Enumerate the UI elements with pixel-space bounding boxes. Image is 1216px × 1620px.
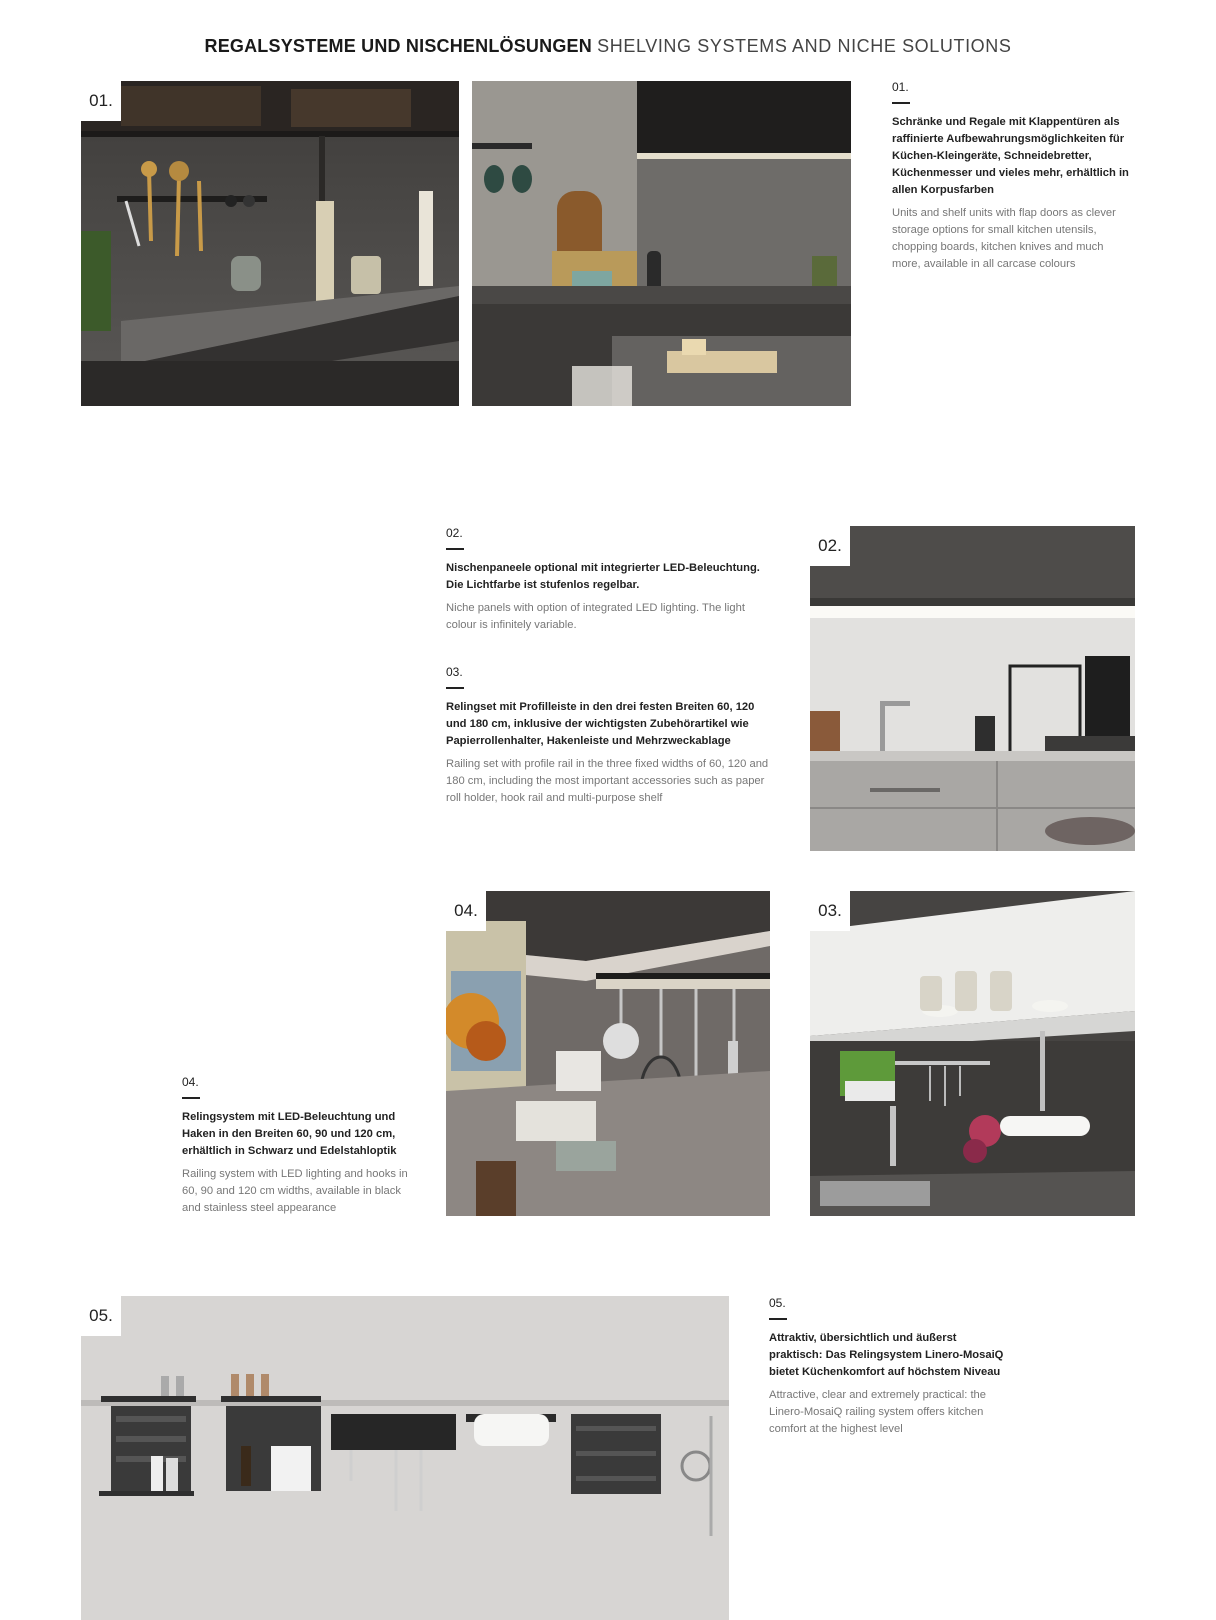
number-underline <box>182 1097 200 1099</box>
description-english-03: Railing set with profile rail in the three fixed widths of 60, 120 and 180 cm, including the most important accessories such as paper roll holder, hook rail and multi-purpose shelf <box>446 758 769 804</box>
title-english: SHELVING SYSTEMS AND NICHE SOLUTIONS <box>597 36 1012 56</box>
badge-02: 02. <box>810 526 850 566</box>
description-german-05: Attraktiv, übersichtlich und äußerst praktisch: Das Relingsystem Linero-MosaiQ bietet Küchenkomfort auf höchstem Niveau <box>769 1332 1004 1378</box>
section-number-03: 03. <box>446 665 463 679</box>
description-english-05: Attractive, clear and extremely practical: the Linero-MosaiQ railing system offers kitchen comfort at the highest level <box>769 1389 987 1435</box>
number-underline <box>892 102 910 104</box>
photo-05-linero-mosaiq <box>81 1296 729 1620</box>
description-english-01: Units and shelf units with flap doors as clever storage options for small kitchen utensils, chopping boards, kitchen knives and much more, available in all carcase colours <box>892 207 1116 270</box>
text-block-02 <box>446 526 776 634</box>
photo-05-linero-mosaiq-art <box>81 1296 729 1620</box>
section-number-04: 04. <box>182 1075 199 1089</box>
number-underline <box>769 1318 787 1320</box>
photo-01-shelf-unit-art <box>472 81 851 406</box>
badge-05: 05. <box>81 1296 121 1336</box>
text-block-01 <box>892 80 1132 273</box>
section-number-05: 05. <box>769 1296 786 1310</box>
section-number-01: 01. <box>892 80 909 94</box>
description-english-04: Railing system with LED lighting and hooks in 60, 90 and 120 cm widths, available in black and stainless steel appearance <box>182 1168 408 1214</box>
text-block-05 <box>769 1296 1009 1438</box>
number-underline <box>446 687 464 689</box>
description-german-03: Relingset mit Profilleiste in den drei festen Breiten 60, 120 und 180 cm, inklusive der wichtigsten Zubehörartikel wie Papierrollenhalter, Hakenleiste und Mehrzweckablage <box>446 701 755 747</box>
title-german: REGALSYSTEME UND NISCHENLÖSUNGEN <box>204 36 592 56</box>
section-number-02: 02. <box>446 526 463 540</box>
photo-04-led-railing-art <box>446 891 770 1216</box>
description-german-04: Relingsystem mit LED-Beleuchtung und Haken in den Breiten 60, 90 und 120 cm, erhältlich in Schwarz und Edelstahloptik <box>182 1111 397 1157</box>
badge-01: 01. <box>81 81 121 121</box>
description-german-01: Schränke und Regale mit Klappentüren als raffinierte Aufbewahrungsmöglichkeiten für Küchen-Kleingeräte, Schneidebretter, Küchenmesser und vieles mehr, erhältlich in allen Korpusfarben <box>892 116 1129 196</box>
photo-02-niche-panel-art <box>810 526 1135 851</box>
photo-04-led-railing <box>446 891 770 1216</box>
text-block-03 <box>446 665 771 807</box>
photo-03-railing-set <box>810 891 1135 1216</box>
photo-01-shelf-unit <box>472 81 851 406</box>
badge-04: 04. <box>446 891 486 931</box>
text-block-04 <box>182 1075 412 1217</box>
page-title <box>0 36 1216 57</box>
photo-01-flap-cabinet <box>81 81 459 406</box>
photo-03-railing-set-art <box>810 891 1135 1216</box>
description-english-02: Niche panels with option of integrated LED lighting. The light colour is infinitely variable. <box>446 602 745 631</box>
badge-03: 03. <box>810 891 850 931</box>
photo-02-niche-panel <box>810 526 1135 851</box>
photo-01-flap-cabinet-art <box>81 81 459 406</box>
number-underline <box>446 548 464 550</box>
description-german-02: Nischenpaneele optional mit integrierter LED-Beleuchtung. Die Lichtfarbe ist stufenlos regelbar. <box>446 562 760 591</box>
